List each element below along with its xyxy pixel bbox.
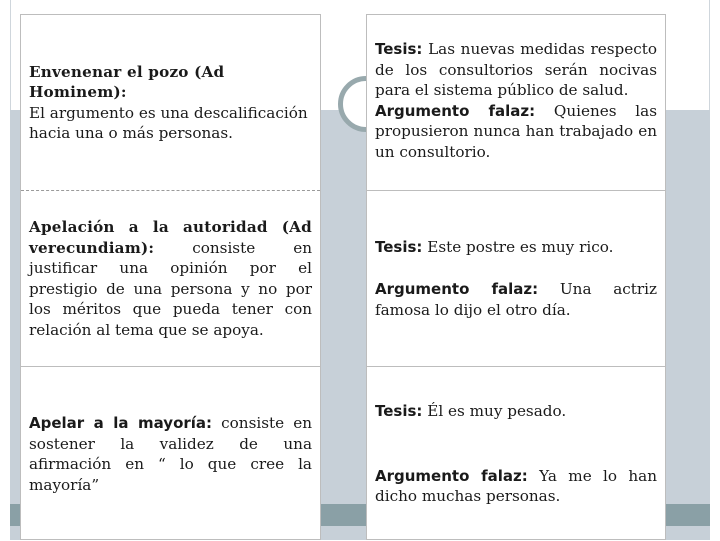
fallacy-definition: consiste en sostener la validez de una afirmación en “ lo que cree la mayoría” (29, 414, 312, 494)
argumento-label: Argumento falaz: (375, 101, 536, 120)
fallacy-term: Envenenar el pozo (Ad Hominem): (29, 62, 225, 101)
tesis-text: Este postre es muy rico. (422, 237, 614, 256)
definition-ad-verecundiam (21, 191, 320, 367)
example-ad-verecundiam (367, 191, 665, 367)
argumento-label: Argumento falaz: (375, 280, 539, 299)
fallacy-term: Apelación a la autoridad (Ad verecundiam): (29, 218, 312, 257)
fallacy-definition: El argumento es una descalificación hacia una o más personas. (29, 103, 308, 142)
tesis-text: Las nuevas medidas respecto de los consultorios serán nocivas para el sistema público de salud. (375, 40, 657, 99)
fallacy-paragraph (29, 413, 312, 495)
argumento-paragraph (375, 101, 657, 163)
spacer (375, 422, 657, 466)
definition-ad-hominem (21, 15, 320, 191)
tesis-paragraph (375, 237, 657, 258)
argumento-text: Ya me lo han dicho muchas personas. (375, 466, 657, 506)
argumento-paragraph (375, 279, 657, 320)
fallacy-paragraph (29, 217, 312, 340)
fallacy-term: Apelar a la mayoría: (29, 414, 213, 432)
fallacy-definitions-column (20, 14, 321, 540)
argumento-text: Quienes las propusieron nunca han trabajado en un consultorio. (375, 101, 657, 161)
tesis-label: Tesis: (375, 402, 423, 421)
tesis-label: Tesis: (375, 40, 423, 58)
tesis-paragraph (375, 401, 657, 422)
example-mayoria (367, 367, 665, 541)
argumento-paragraph (375, 466, 657, 507)
tesis-paragraph (375, 39, 657, 101)
fallacy-definition: consiste en justificar una opinión por el prestigio de una persona y no por los méritos que pueda tener con relación al tema que se apoya. (29, 238, 312, 339)
argumento-text: Una actriz famosa lo dijo el otro día. (375, 280, 657, 319)
example-ad-hominem (367, 15, 665, 191)
argumento-label: Argumento falaz: (375, 466, 528, 485)
spacer (375, 257, 657, 279)
tesis-text: Él es muy pesado. (422, 402, 567, 421)
examples-column (366, 14, 666, 540)
tesis-label: Tesis: (375, 237, 423, 256)
definition-mayoria (21, 367, 320, 541)
